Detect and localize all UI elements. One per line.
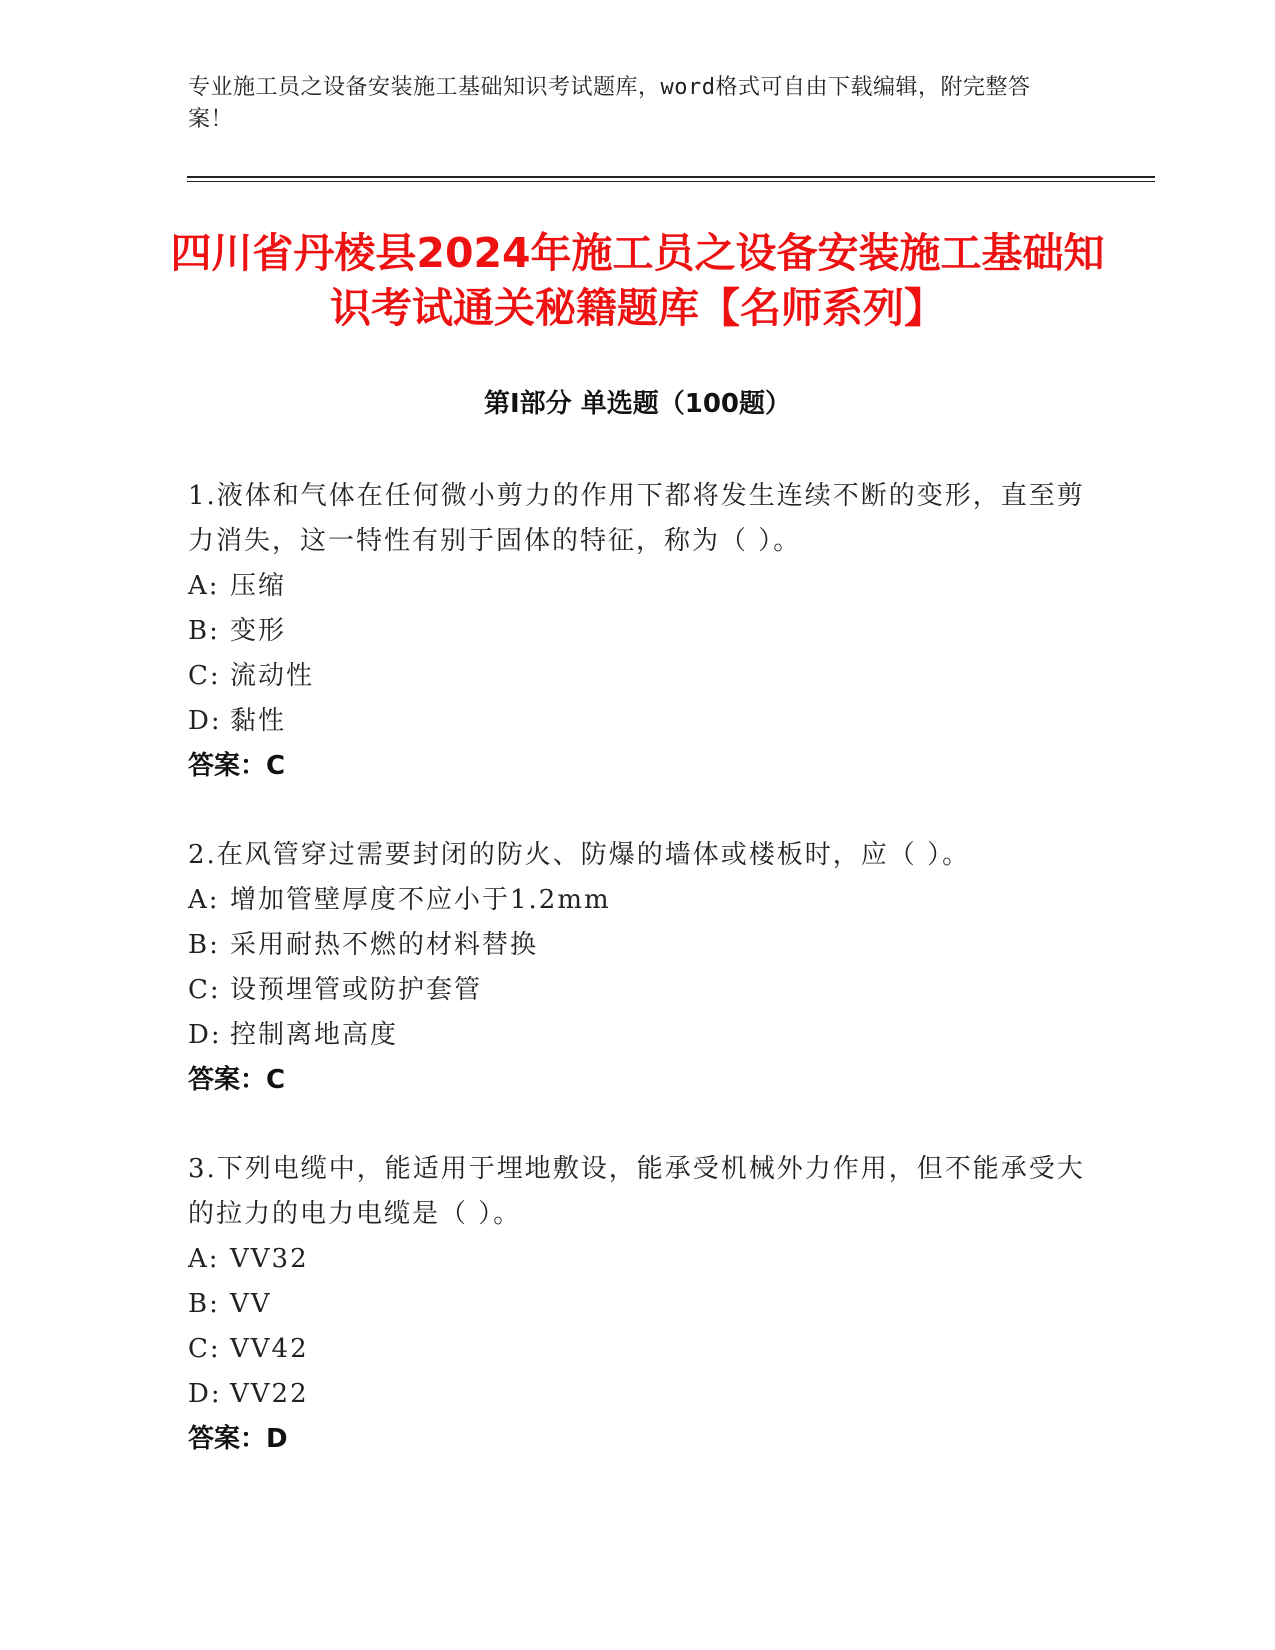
option-label: C: <box>188 975 221 1005</box>
option-text: 控制离地高度 <box>230 1020 399 1050</box>
question-stem: 2.在风管穿过需要封闭的防火、防爆的墙体或楼板时，应（ ）。 <box>188 840 971 870</box>
option-text: 流动性 <box>230 661 315 691</box>
option-text: VV22 <box>230 1379 309 1409</box>
header-divider-thin <box>187 181 1155 182</box>
option-label: D: <box>188 1020 222 1050</box>
option-a <box>188 878 1088 923</box>
option-c <box>188 654 1088 699</box>
question-list <box>188 474 1088 1506</box>
question-stem: 1.液体和气体在任何微小剪力的作用下都将发生连续不断的变形，直至剪力消失，这一特性有别于固体的特征，称为（ ）。 <box>188 481 1085 556</box>
option-d <box>188 1372 1088 1417</box>
option-a <box>188 564 1088 609</box>
option-label: B: <box>188 616 220 646</box>
option-text: VV32 <box>230 1244 309 1274</box>
option-label: C: <box>188 661 221 691</box>
question-stem: 3.下列电缆中，能适用于埋地敷设，能承受机械外力作用，但不能承受大的拉力的电力电缆是（ ）。 <box>188 1154 1085 1229</box>
document-title: 四川省丹棱县2024年施工员之设备安装施工基础知识考试通关秘籍题库【名师系列】 <box>170 229 1105 332</box>
answer-line: 答案：C <box>188 1065 286 1095</box>
option-a <box>188 1237 1088 1282</box>
option-label: D: <box>188 706 222 736</box>
answer-line: 答案：D <box>188 1424 288 1454</box>
option-text: 压缩 <box>230 571 287 601</box>
option-label: A: <box>188 1244 220 1274</box>
option-text: VV42 <box>230 1334 309 1364</box>
option-text: 采用耐热不燃的材料替换 <box>230 930 539 960</box>
header-note: 专业施工员之设备安装施工基础知识考试题库，word格式可自由下载编辑，附完整答案！ <box>188 75 1031 132</box>
option-label: B: <box>188 930 220 960</box>
option-label: A: <box>188 885 220 915</box>
option-d <box>188 699 1088 744</box>
option-text: 黏性 <box>230 706 287 736</box>
option-d <box>188 1013 1088 1058</box>
question-1 <box>188 474 1088 789</box>
option-text: 增加管壁厚度不应小于1.2mm <box>230 885 611 915</box>
option-text: 变形 <box>230 616 287 646</box>
question-3 <box>188 1147 1088 1462</box>
option-c <box>188 1327 1088 1372</box>
section-heading: 第Ⅰ部分 单选题（100题） <box>484 389 791 419</box>
option-label: B: <box>188 1289 220 1319</box>
option-c <box>188 968 1088 1013</box>
option-label: A: <box>188 571 220 601</box>
option-b <box>188 1282 1088 1327</box>
question-2 <box>188 833 1088 1103</box>
option-label: C: <box>188 1334 221 1364</box>
option-b <box>188 923 1088 968</box>
option-label: D: <box>188 1379 222 1409</box>
option-text: 设预埋管或防护套管 <box>230 975 483 1005</box>
option-text: VV <box>230 1289 272 1319</box>
answer-line: 答案：C <box>188 751 286 781</box>
option-b <box>188 609 1088 654</box>
header-divider-thick <box>187 176 1155 178</box>
